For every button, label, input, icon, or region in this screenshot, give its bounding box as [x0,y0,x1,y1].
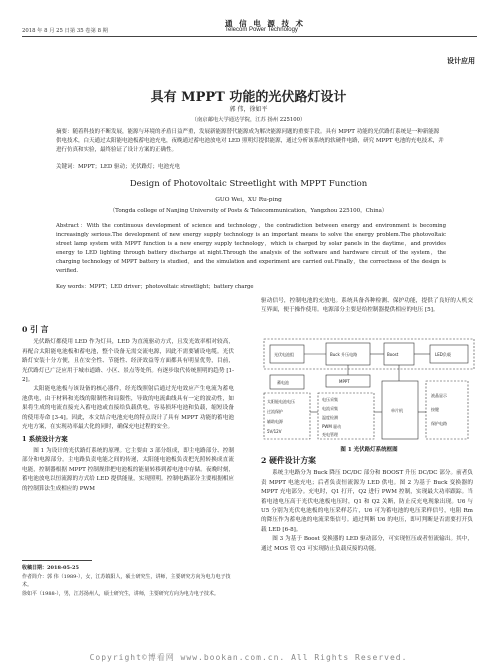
block-5v12v: 5V/12V [267,429,282,434]
block-overcurrent: 过流保护 [267,409,283,414]
authors-en: GUO Wei，XU Ru-ping [215,197,282,203]
paper-title: 具有 MPPT 功能的光伏路灯设计 [150,90,347,105]
block-mppt: MPPT [339,379,350,384]
system-paragraph-1: 图 1 为设计的光伏路灯系统的原理。它主要由 3 部分组成，即主电路部分、控制部分和电源部分。主电路负责电能之间的传递，太阳能电池板负责把光照转换成直流电能，控制器根据 MPPT 控制规律把电池板的能量转移到蓄电池中存储。夜晚时刻，蓄电池放电以恒流源的方式给 LED 提供能量，实现照明。控制电路部分主要根据相应的控制算法生成相应的 PWM [22,447,234,492]
section-hardware-title: 2 硬件设计方案 [261,456,316,465]
right-paragraph-0: 驱动信号，控制电池的充放电。系统具备各种检测、保护功能，提供了良好的人机交互界面，便于操作使用。电源部分主要是给控制器提供相应的电压 [5]。 [261,298,473,314]
block-curr-sample: 电流采集 [322,406,338,411]
block-led-load: LED负载 [435,352,451,357]
footnote-rule [22,560,92,561]
block-lcd: 液晶显示 [431,393,447,398]
affiliation-en: （Tongda college of Nanjing University of Posts & Telecommunication，Yangzhou 225100，China） [109,208,388,214]
block-protect: 保护电路 [431,421,447,426]
received-date: 收稿日期：2018-05-25 [22,565,79,571]
header-rule [22,36,477,37]
abstract-en: Abstract：With the continuous development of science and technology，the contradiction between energy and environment is becoming increasingly serious.The development of new energy supply technology is an important means to solve the energy problem.The photovoltaic street lamp system with MPPT function is a new energy supply technology，which is charged by solar panels in the daytime，and provides energy to LED lighting through battery discharge at night.Through the analysis of the software and hardware circuit of the system，the charging technology of MPPT battery is studied，and the simulation and experiment are carried out.Finally，the correctness of the design is verified. [56,223,446,274]
section-intro-title: 0 引 言 [22,325,49,334]
authors: 郭 伟，徐如平 [229,106,268,113]
keywords-en: Key words：MPPT；LED driver；photovoltaic streetlight；battery charge [56,284,254,290]
column-tag: 设计应用 [447,56,475,65]
block-keys: 按键 [431,407,439,412]
left-column [22,325,234,494]
block-volt-sample: 电压采集 [322,397,338,402]
affiliation: （南京邮电大学通达学院，江苏 扬州 225100） [191,117,306,123]
block-pv-array: 光伏电池组 [274,352,294,357]
author-bio-1: 作者简介：郭 伟（1989-），女，江苏镇阳人，硕士研究生，讲师，主要研究方向为电力电子技术。 [22,573,231,588]
hardware-paragraph-2: 图 3 为基于 Boost 变换器的 LED 驱动部分，可实现恒压或者恒流输出。其中，通过 MOS 管 Q3 可实现防止负载反接的功能。 [261,536,473,552]
keywords-cn: 关键词：MPPT；LED 驱动；光伏路灯；电池充电 [56,164,181,170]
block-battery: 蓄电池 [277,380,289,385]
abstract-cn: 摘要：随着科技的不断发展，能源与环境的矛盾日益严重，发展新能源替代能源成为解决能源问题的重要手段。具有 MPPT 功能的光伏路灯系统是一种新能源供电技术，白天通过太阳能电池板蓄电池充电，夜晚通过蓄电池放电对 LED 照明灯提供能源，通过分析该系统的软硬件电路，研究 MPPT 电池的充电技术，并进行仿真和实验，最终验证了设计方案的正确性。 [56,129,444,153]
intro-paragraph-1: 光伏路灯都使用 LED 作为灯具，LED 为直流驱动方式，且发光效率相对较高，再配合太阳能电池板和蓄电池，整个设备无需交流电源，因此不需要铺设电缆。光伏路灯安装十分方便，且在安全性、节能性、经济效益等方面都具有明显优势，目前，光伏路灯已广泛应用于城市道路、小区、景点等处所。有逐步取代传统照明的趋势 [1-2]。 [22,339,234,384]
journal-title-cn: 通 信 电 源 技 术 [225,19,306,28]
system-block-diagram [262,337,476,442]
block-boost: Boost [387,352,399,357]
intro-paragraph-2: 太阳能电池板与该设备的核心器件，经光线照射后通过光电效应产生电流为蓄电池供电，由于材料和光线的限制性和局限性，导致的电流曲线具有一定的波动性，如果将生成的电流直接充入蓄电池或直接给负载供电，容易损坏电池和负载，缩短设备的使用寿命 [3-4]。因此，本文结合电池充电的特点设计了具有 MPPT 功能的蓄电池充电方案，在实现功率最大化的同时，确保充电过程的安全。 [22,386,234,431]
hardware-paragraph-1: 系统主电路分为 Buck 降压 DC/DC 部分和 BOOST 升压 DC/DC 部分。前者负责 MPPT 电池充电；后者负责恒流源为 LED 供电。图 2 为基于 Buck 变换器的 MPPT 充电部分。充电时，Q1 打开，Q2 进行 PWM 控制，实现最大功率跟踪。当蓄电池电压高于光伏电池板电压时，Q1 和 Q2 关断，防止反充电现象出现。U6 与 U5 分别为光伏电池板的电压采样芯片，U6 可为蓄电池的电压采样信号，电阻 Rm 的降压作为蓄电池的电流采集信号。通过判断 U6 的电压，即可判断是否需要打开负载 LED [6-8]。 [261,470,473,533]
paper-title-en: Design of Photovoltaic Streetlight with MPPT Function [129,179,368,189]
journal-title-en: Telecom Power Technology [225,27,298,33]
block-pwm: PWM 驱动 [322,424,342,429]
block-mcu: 单片机 [391,408,403,413]
figure-caption: 图 1 光伏路灯系统框图 [340,447,398,453]
block-aux-power: 辅助电源 [267,419,283,424]
block-temp: 温度检测 [322,415,338,420]
copyright-watermark: Copyright©博看网 www.bookan.com.cn. All Rights Reserved. [89,653,408,662]
author-bio-2: 徐如平（1988-），男，江苏扬州人，硕士研究生，讲师，主要研究方向为电力电子技术。 [22,590,219,597]
footnote [22,564,234,598]
right-column-bottom [261,456,473,554]
block-charge-mgmt: 充电管理 [322,432,338,437]
journal-issue: 2018 年 8 月 25 日第 35 卷第 8 期 [22,28,108,34]
section-system-title: 1 系统设计方案 [22,435,68,444]
block-pv-voltage: 太阳能电池电压 [267,399,295,404]
right-column-top [261,297,473,316]
block-buck: Buck 升压电路 [330,352,358,357]
